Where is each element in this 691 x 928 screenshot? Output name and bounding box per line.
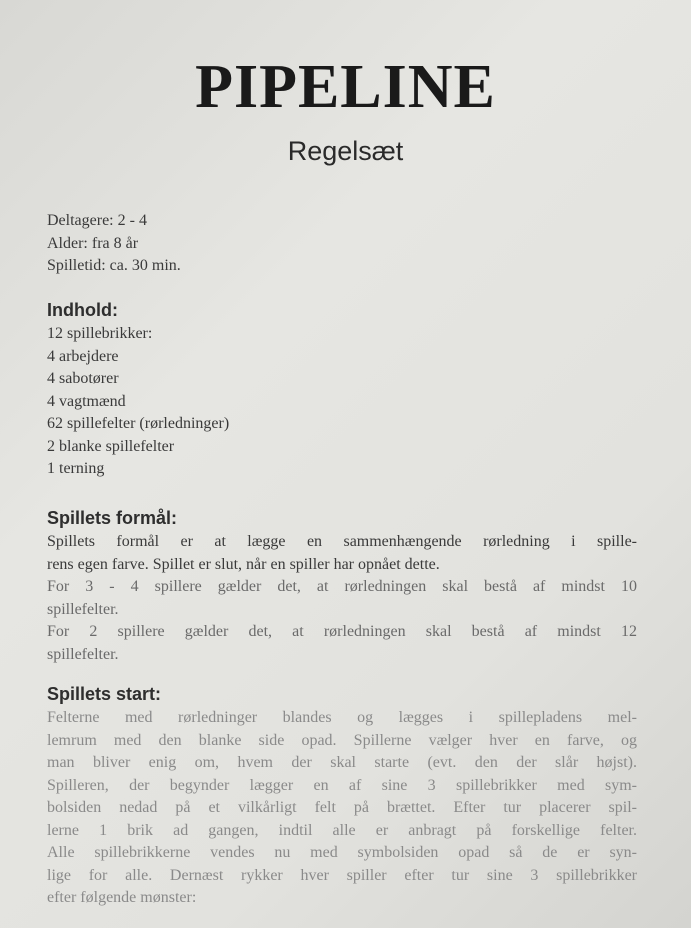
- info-playtime: Spilletid: ca. 30 min.: [47, 257, 181, 274]
- purpose-line: For 2 spillere gælder det, at rørledningen skal bestå af mindst 12: [47, 623, 637, 640]
- start-line: Spilleren, der begynder lægger en af sine 3 spillebrikker med sym-: [47, 776, 637, 794]
- info-players: Deltagere: 2 - 4: [47, 212, 147, 229]
- document-title: PIPELINE: [195, 53, 496, 121]
- info-age: Alder: fra 8 år: [47, 234, 139, 252]
- purpose-line: Spillets formål er at lægge en sammenhængende rørledning i spille-: [47, 533, 637, 550]
- contents-item: 2 blanke spillefelter: [47, 437, 175, 455]
- purpose-line: For 3 - 4 spillere gælder det, at rørledningen skal bestå af mindst 10: [47, 578, 637, 595]
- start-line: bolsiden nedad på et vilkårligt felt på brættet. Efter tur placerer spil-: [47, 799, 637, 816]
- contents-item: 12 spillebrikker:: [47, 325, 153, 342]
- start-line: efter følgende mønster:: [47, 889, 197, 906]
- contents-item: 1 terning: [47, 460, 105, 477]
- contents-item: 4 sabotører: [47, 370, 119, 387]
- start-heading: Spillets start:: [47, 684, 162, 704]
- contents-heading: Indhold:: [47, 300, 118, 320]
- start-line: lige for alle. Dernæst rykker hver spiller efter tur sine 3 spillebrikker: [47, 866, 637, 884]
- start-line: lemrum med den blanke side opad. Spillerne vælger hver en farve, og: [47, 731, 637, 749]
- start-line: man bliver enig om, hvem der skal starte (evt. den der slår højst).: [47, 754, 637, 771]
- contents-item: 4 vagtmænd: [47, 392, 126, 410]
- document-subtitle: Regelsæt: [287, 136, 404, 166]
- contents-item: 4 arbejdere: [47, 347, 119, 365]
- start-line: lerne 1 brik ad gangen, indtil alle er anbragt på forskellige felter.: [47, 821, 637, 839]
- purpose-line: rens egen farve. Spillet er slut, når en spiller har opnået dette.: [47, 555, 440, 573]
- purpose-heading: Spillets formål:: [47, 508, 178, 528]
- game-info: [47, 210, 647, 278]
- contents-section: [47, 300, 647, 481]
- purpose-line: spillefelter.: [47, 645, 119, 663]
- start-section: [47, 684, 647, 910]
- purpose-section: [47, 508, 647, 666]
- start-line: Felterne med rørledninger blandes og lægges i spillepladens mel-: [47, 709, 637, 726]
- start-line: Alle spillebrikkerne vendes nu med symbolsiden opad så de er syn-: [47, 844, 637, 861]
- purpose-line: spillefelter.: [47, 600, 119, 618]
- contents-item: 62 spillefelter (rørledninger): [47, 415, 230, 432]
